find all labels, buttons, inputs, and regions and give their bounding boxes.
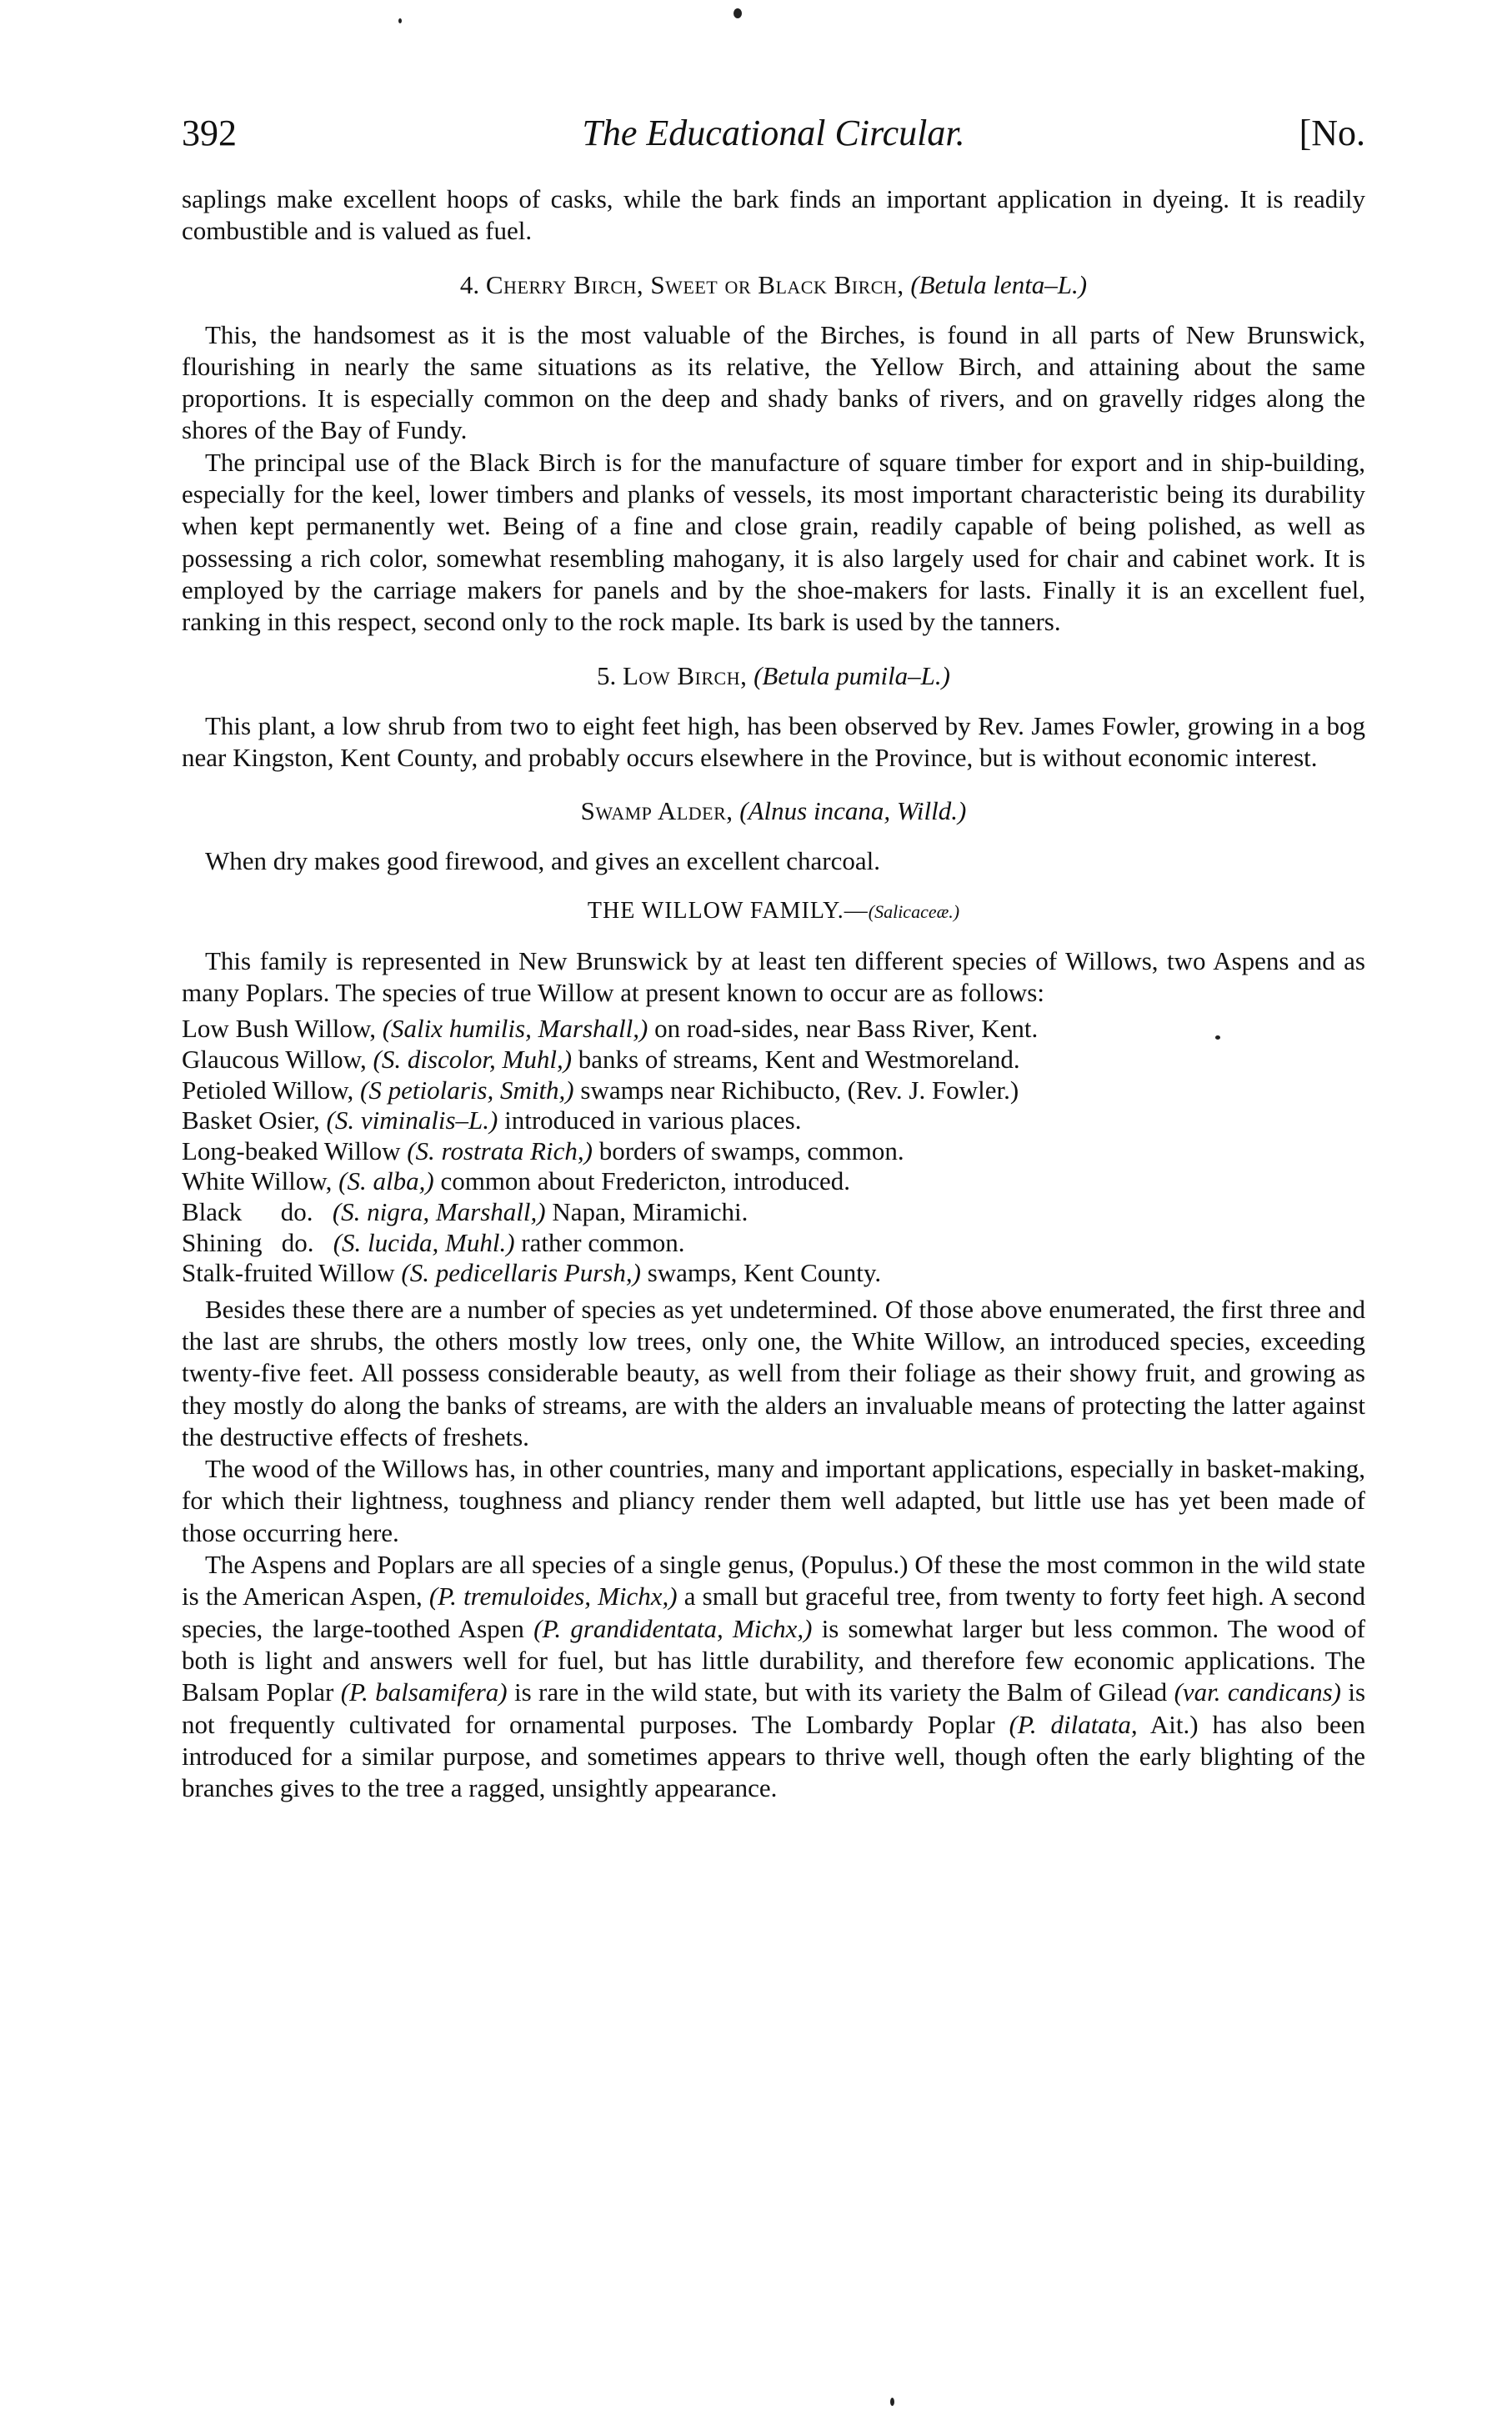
list-item: [182, 1075, 1365, 1106]
text-run: is somewhat larger but less common. The wood of both is light and answers well for fuel, but has little durability, and therefore few economic applications. The Balsam Poplar: [182, 1613, 1366, 1707]
paragraph: The principal use of the Black Birch is for the manufacture of square timber for export and in ship-building, especially for the keel, lower timbers and planks of vessels, its most important characteristic being its durability when kept permanently wet. Being of a fine and close grain, readily capable of being polished, as well as possessing a rich color, somewhat resembling mahogany, it is also largely used for chair and cabinet work. It is employed by the carriage makers for panels and by the shoe-makers for lasts. Finally it is an excellent fuel, ranking in this respect, second only to the rock maple. Its bark is used by the tanners.: [182, 447, 1365, 637]
species-name: White Willow,: [182, 1166, 333, 1196]
text-run: Ait.) has also been introduced for a similar purpose, and sometimes appears to thrive well, though often the early blighting of the branches gives to the tree a ragged, unsightly appearance.: [182, 1709, 1366, 1803]
species-name: Black do.: [182, 1196, 313, 1226]
species-latin: (S. nigra, Marshall,): [332, 1196, 546, 1226]
section-latin-name: (Betula pumila–L.): [753, 660, 950, 690]
text-run: The Aspens and Poplars are all species of a single genus, (Populus.) Of these the most common in the wild state is the American Aspen,: [182, 1550, 1365, 1612]
species-note: common about Fredericton, introduced.: [440, 1166, 851, 1196]
latin-name: (var. candicans): [1174, 1677, 1341, 1707]
issue-number: [No.: [1299, 113, 1365, 153]
section-number: 4.: [459, 269, 480, 299]
paragraph: This, the handsomest as it is the most valuable of the Birches, is found in all parts of New Brunswick, flourishing in nearly the same situations as its relative, the Yellow Birch, and attaining about the same proportions. It is especially common on the deep and shady banks of rivers, and on gravelly ridges along the shores of the Bay of Fundy.: [182, 319, 1365, 445]
latin-name: (P. grandidentata, Michx,): [533, 1613, 813, 1643]
text-run: is rare in the wild state, but with its variety the Balm of Gilead: [513, 1677, 1168, 1707]
species-note: banks of streams, Kent and Westmoreland.: [578, 1044, 1020, 1074]
species-note: Napan, Miramichi.: [552, 1196, 748, 1226]
journal-title: The Educational Circular.: [582, 113, 965, 153]
latin-name: (P. tremuloides, Michx,): [428, 1581, 678, 1612]
section-name: Cherry Birch, Sweet or Black Birch,: [485, 269, 904, 299]
species-latin: (S. discolor, Muhl,): [373, 1044, 573, 1074]
species-name: Low Bush Willow,: [182, 1014, 376, 1044]
paragraph: The wood of the Willows has, in other countries, many and important applications, especially in basket-making, for which their lightness, toughness and pliancy render them well adapted, but little use has yet been made of those occurring here.: [182, 1454, 1365, 1547]
willow-species-list: [182, 1014, 1365, 1288]
family-name: THE WILLOW FAMILY.—: [587, 898, 869, 925]
list-item: [182, 1228, 1365, 1259]
species-latin: (S petiolaris, Smith,): [360, 1075, 574, 1105]
species-latin: (S. pedicellaris Pursh,): [401, 1258, 641, 1288]
list-item: [182, 1045, 1365, 1075]
page-number: 392: [182, 113, 237, 153]
section-heading-swamp-alder: [182, 795, 1365, 827]
list-item: [182, 1197, 1365, 1228]
species-latin: (S. viminalis–L.): [326, 1105, 498, 1135]
species-name: Petioled Willow,: [182, 1075, 354, 1105]
scan-speck: [398, 18, 402, 23]
intro-paragraph: saplings make excellent hoops of casks, while the bark finds an important application in dyeing. It is readily combustible and is valued as fuel.: [182, 184, 1365, 246]
species-latin: (S. lucida, Muhl.): [333, 1227, 515, 1257]
section-heading-low-birch: [182, 660, 1365, 692]
species-latin: (S. alba,): [338, 1166, 434, 1196]
list-item: [182, 1258, 1365, 1289]
species-name: Glaucous Willow,: [182, 1044, 367, 1074]
species-latin: (Salix humilis, Marshall,): [382, 1014, 648, 1044]
section-name: Low Birch,: [623, 660, 748, 690]
list-item: [182, 1166, 1365, 1197]
species-latin: (S. rostrata Rich,): [407, 1135, 593, 1165]
article-body: [182, 183, 1365, 1804]
species-note: rather common.: [521, 1227, 685, 1257]
text-run: a small but graceful tree, from twenty to forty feet high. A second species, the large-toothed Aspen: [182, 1581, 1365, 1643]
paragraph: This plant, a low shrub from two to eight feet high, has been observed by Rev. James Fowler, growing in a bog near Kingston, Kent County, and probably occurs elsewhere in the Province, but is without economic interest.: [182, 710, 1365, 772]
aspen-paragraph: [182, 1549, 1365, 1804]
section-latin-name: (Betula lenta–L.): [910, 269, 1088, 299]
paragraph: This family is represented in New Brunswick by at least ten different species of Willows, two Aspens and as many Poplars. The species of true Willow at present known to occur are as follows:: [182, 945, 1365, 1008]
paragraph: When dry makes good firewood, and gives an excellent charcoal.: [205, 846, 880, 876]
running-head: [182, 108, 1365, 158]
list-item: [182, 1105, 1365, 1136]
species-note: introduced in various places.: [504, 1105, 802, 1135]
species-name: Shining do.: [182, 1227, 314, 1257]
list-item: [182, 1014, 1365, 1045]
species-name: Basket Osier,: [182, 1105, 320, 1135]
latin-name: (P. dilatata,: [1009, 1709, 1138, 1739]
list-item: [182, 1136, 1365, 1167]
text-run: is not frequently cultivated for ornamental purposes. The Lombardy Poplar: [182, 1677, 1366, 1739]
species-note: borders of swamps, common.: [598, 1135, 904, 1165]
scan-speck: [890, 2398, 894, 2406]
page: [182, 108, 1365, 1804]
species-name: Long-beaked Willow: [182, 1135, 401, 1165]
section-heading-cherry-birch: [182, 269, 1365, 301]
species-note: on road-sides, near Bass River, Kent.: [654, 1014, 1039, 1044]
scan-speck: [733, 8, 742, 18]
section-name: Swamp Alder,: [580, 796, 733, 826]
species-note: swamps near Richibucto, (Rev. J. Fowler.): [580, 1075, 1019, 1105]
species-name: Stalk-fruited Willow: [182, 1258, 395, 1288]
species-note: swamps, Kent County.: [647, 1258, 882, 1288]
latin-name: (P. balsamifera): [340, 1677, 508, 1707]
section-latin-name: (Alnus incana, Willd.): [739, 796, 967, 826]
family-latin-name: (Salicaceæ.): [868, 901, 960, 923]
paragraph: Besides these there are a number of species as yet undetermined. Of those above enumerated, the first three and the last are shrubs, the others mostly low trees, only one, the White Willow, an introduced species, exceeding twenty-five feet. All possess considerable beauty, as well from their foliage as their showy fruit, and growing as they mostly do along the banks of streams, are with the alders an invaluable means of protecting the latter against the destructive effects of freshets.: [182, 1294, 1365, 1451]
section-number: 5.: [597, 660, 617, 690]
family-heading-willow: [182, 895, 1365, 928]
